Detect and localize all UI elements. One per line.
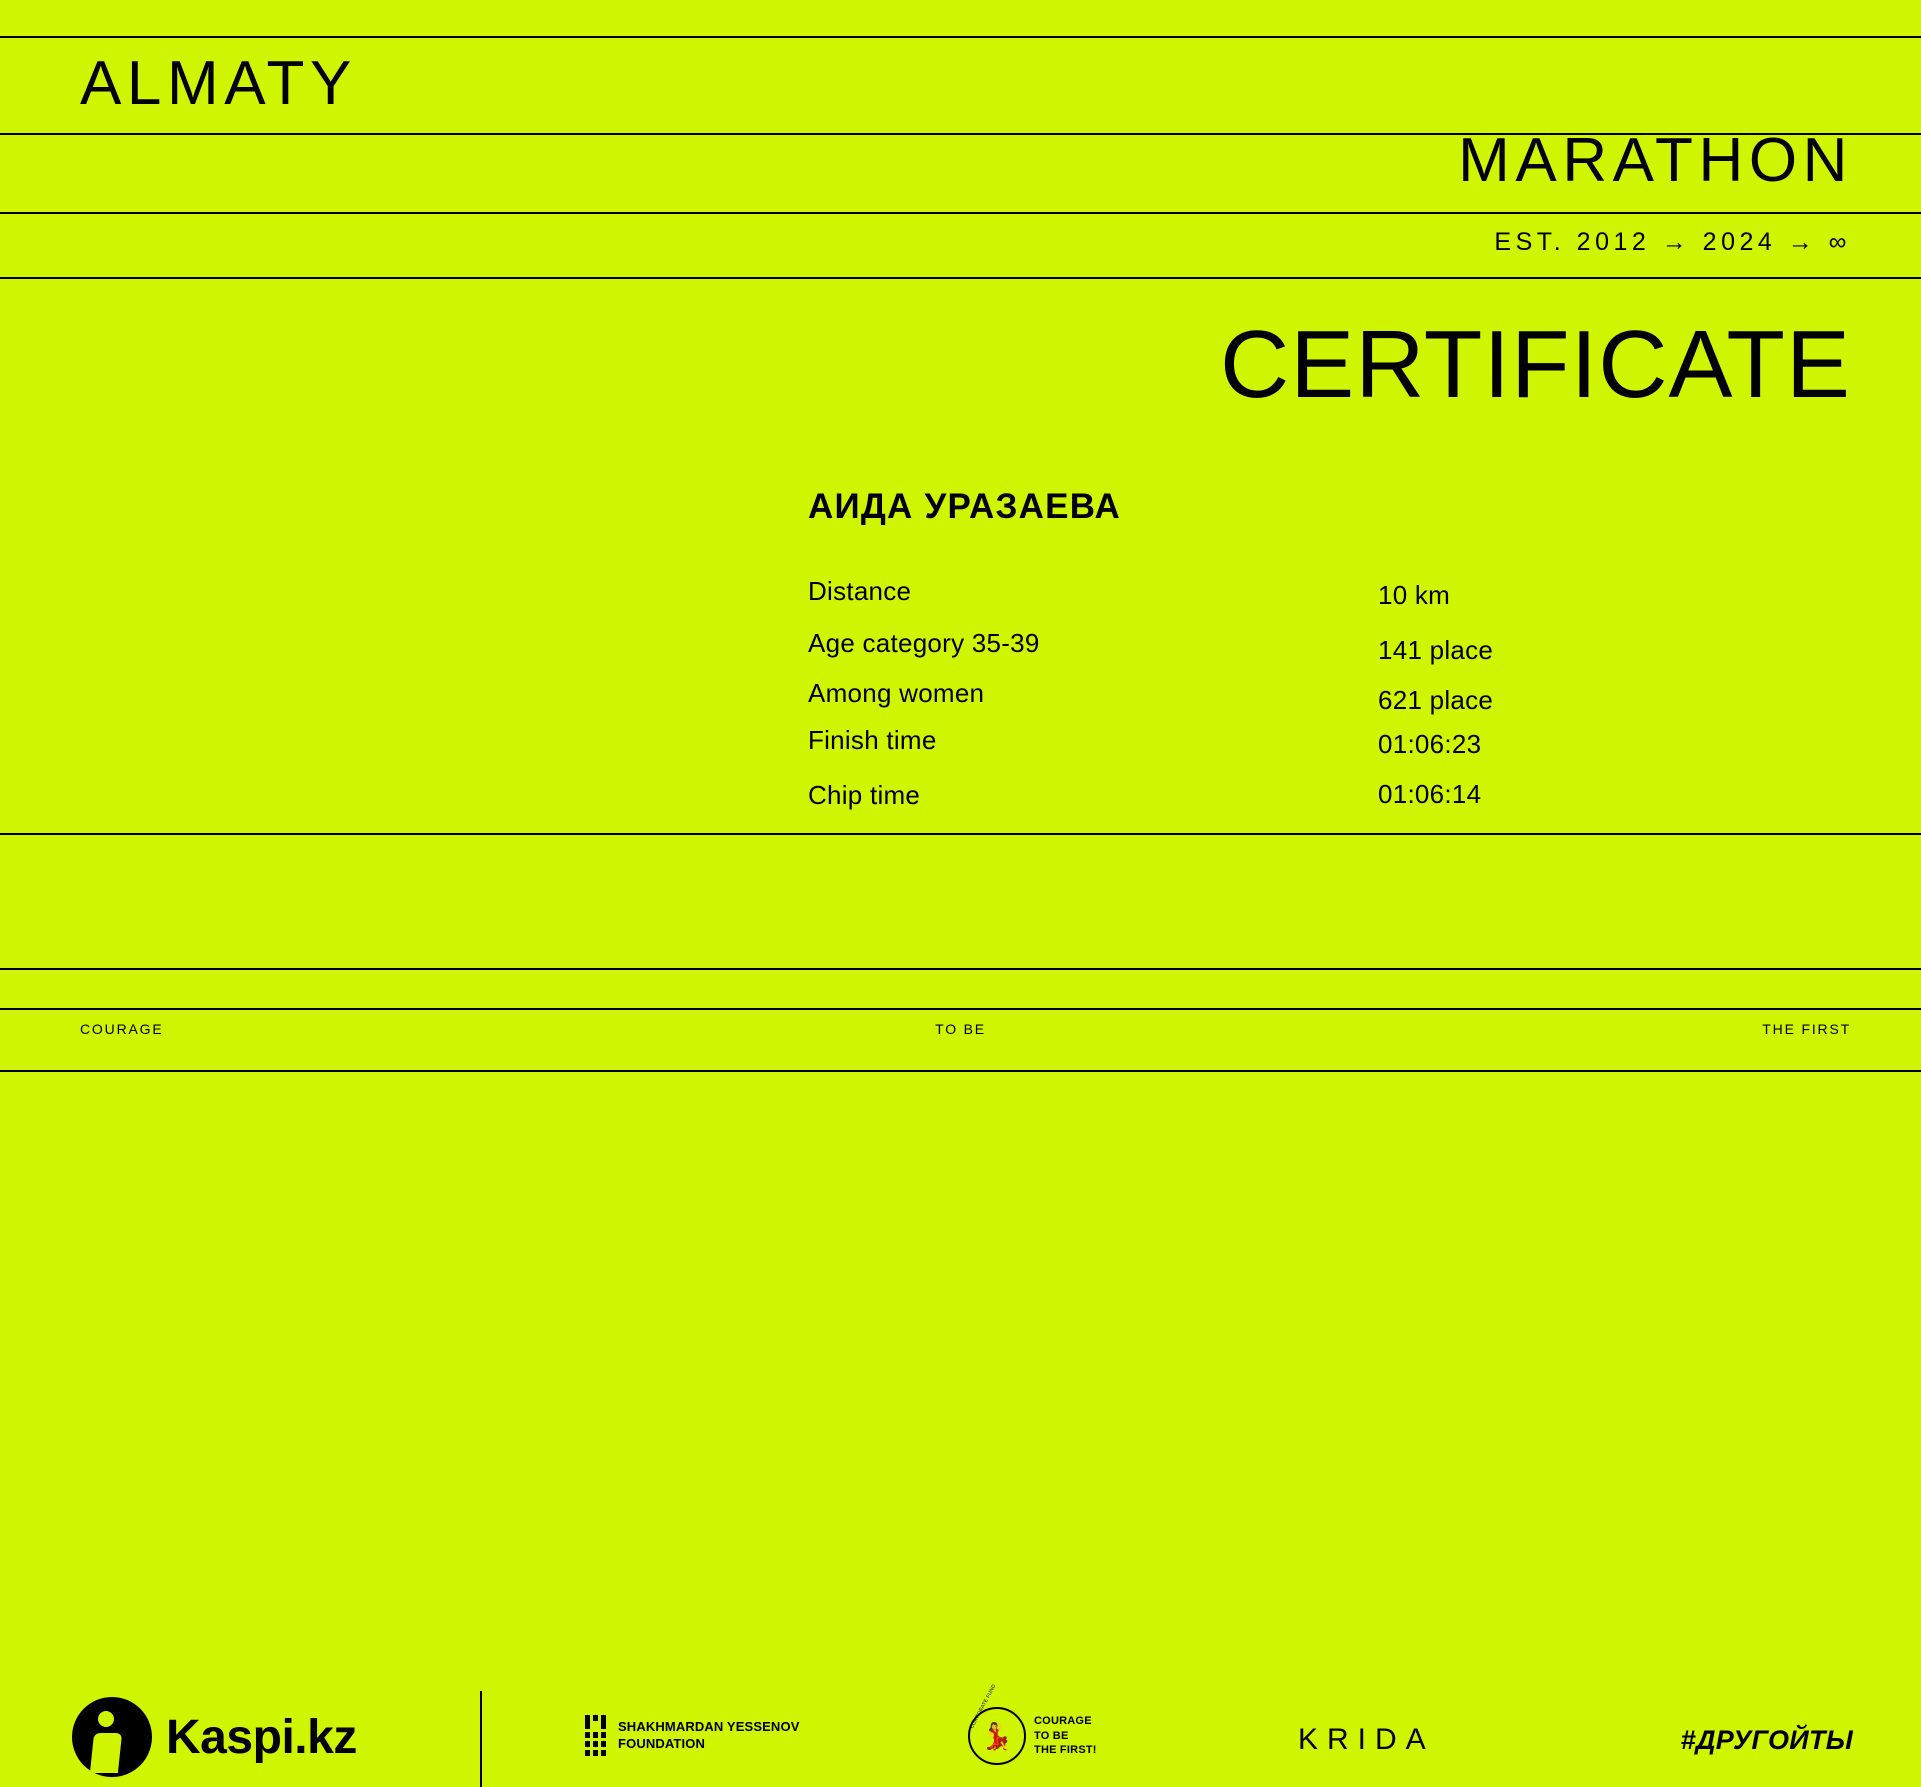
brand-wordmark-almaty: ALMATY bbox=[80, 49, 357, 118]
footer-slogan-middle: TO BE bbox=[935, 1021, 986, 1037]
result-label: Among women bbox=[808, 678, 985, 708]
participant-name: АИДА УРАЗАЕВА bbox=[808, 487, 1121, 526]
sponsor-yessenov-line2: FOUNDATION bbox=[618, 1735, 705, 1751]
sponsor-yessenov-label bbox=[618, 1719, 800, 1752]
result-value: 01:06:23 bbox=[1378, 729, 1482, 759]
sponsor-yessenov bbox=[585, 1715, 800, 1756]
sponsor-krida-label: KRIDA bbox=[1298, 1723, 1435, 1756]
result-value: 621 place bbox=[1378, 685, 1494, 715]
divider-line-top bbox=[0, 36, 1921, 38]
result-label: Chip time bbox=[808, 780, 921, 810]
kaspi-logo-icon bbox=[72, 1697, 152, 1777]
sponsor-courage-fund bbox=[968, 1683, 1097, 1765]
divider-line-3 bbox=[0, 212, 1921, 214]
running-figure-icon: 💃 bbox=[980, 1721, 1014, 1751]
courage-fund-logo-icon bbox=[968, 1683, 1026, 1765]
sponsor-strip bbox=[0, 835, 1921, 1764]
sponsor-divider bbox=[480, 1691, 482, 1787]
result-value: 01:06:14 bbox=[1378, 779, 1482, 809]
divider-line-sponsors-bottom bbox=[0, 968, 1921, 970]
divider-line-4 bbox=[0, 277, 1921, 279]
result-value: 10 km bbox=[1378, 580, 1451, 610]
courage-fund-ring-text: CORPORATE FUND bbox=[969, 1683, 998, 1730]
divider-line-bottom bbox=[0, 1070, 1921, 1072]
divider-line-footer-top bbox=[0, 1008, 1921, 1010]
sponsor-kaspi bbox=[72, 1697, 357, 1777]
footer-slogan-left: COURAGE bbox=[80, 1021, 164, 1037]
campaign-hashtag: #ДРУГОЙТЫ bbox=[1680, 1725, 1853, 1755]
sponsor-yessenov-line1: SHAKHMARDAN YESSENOV bbox=[618, 1719, 800, 1735]
page-title: CERTIFICATE bbox=[1219, 311, 1851, 418]
courage-line-1: COURAGE bbox=[1034, 1714, 1092, 1727]
footer-slogan-right: THE FIRST bbox=[1762, 1021, 1851, 1037]
courage-line-2: TO BE bbox=[1034, 1729, 1069, 1742]
result-label: Age category 35-39 bbox=[808, 628, 1040, 658]
brand-wordmark-marathon: MARATHON bbox=[1458, 126, 1853, 195]
sponsor-kaspi-label: Kaspi.kz bbox=[166, 1710, 357, 1764]
yessenov-logo-icon bbox=[585, 1715, 606, 1756]
sponsor-courage-fund-label bbox=[1034, 1714, 1097, 1759]
established-years: EST. 2012 → 2024 → ∞ bbox=[1494, 228, 1851, 256]
result-label: Distance bbox=[808, 576, 912, 606]
result-value: 141 place bbox=[1378, 635, 1494, 665]
courage-line-3: THE FIRST! bbox=[1034, 1744, 1097, 1757]
result-label: Finish time bbox=[808, 725, 937, 755]
